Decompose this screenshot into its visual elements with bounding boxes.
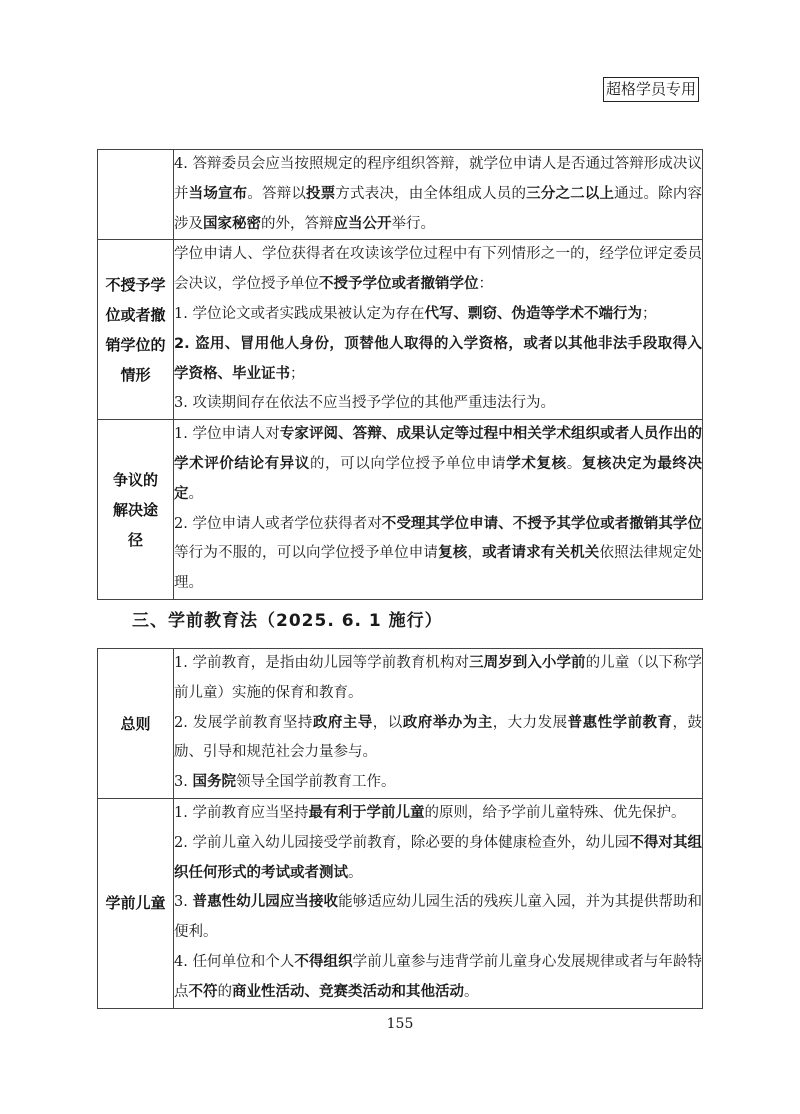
text-run: 能够适应幼儿园生活的残疾儿童入园，并为其提供帮助和便利。 xyxy=(174,894,703,941)
row-content xyxy=(174,420,703,600)
emphasis-text: 应当公开 xyxy=(333,215,392,232)
paragraph xyxy=(174,420,702,509)
paragraph xyxy=(174,829,702,889)
table-row xyxy=(98,799,703,1009)
emphasis-text: 当场宣布 xyxy=(188,185,248,202)
row-label: 学前儿童 xyxy=(98,799,174,1009)
page-number: 155 xyxy=(386,1016,414,1032)
text-run: 学位申请人、学位获得者在攻读该学位过程中有下列情形之一的，经学位评定委员会决议，学位授予单位 xyxy=(174,246,702,293)
emphasis-text: 三周岁到入小学前 xyxy=(469,655,586,671)
section-heading: 三、学前教育法（2025. 6. 1 施行） xyxy=(132,611,443,631)
emphasis-text: 三分之二以上 xyxy=(526,185,615,202)
emphasis-text: 最有利于学前儿童 xyxy=(308,805,425,821)
emphasis-text: 或者请求有关机关 xyxy=(482,545,600,562)
row-content xyxy=(174,150,703,240)
emphasis-text: 复核 xyxy=(438,545,468,562)
emphasis-text: 不符 xyxy=(188,983,218,1000)
emphasis-text: 普惠性学前教育 xyxy=(567,714,673,731)
emphasis-text: 政府主导 xyxy=(312,714,373,731)
text-run: 通过。除内容涉及 xyxy=(174,185,703,232)
text-run: 领导全国学前教育工作。 xyxy=(235,774,396,791)
text-run: 3. xyxy=(174,894,193,911)
emphasis-text: 国务院 xyxy=(192,774,236,791)
text-run: 3. xyxy=(174,774,193,791)
text-run: 方式表决，由全体组成人员的 xyxy=(335,185,527,202)
text-run: 4. 答辩委员会应当按照规定的程序组织答辩，就学位申请人是否通过答辩形成决议并 xyxy=(174,156,702,202)
emphasis-text: 不受理其学位申请、不授予其学位或者撤销其学位 xyxy=(381,515,702,532)
emphasis-text: 专家评阅、答辩、成果认定等过程中相关学术组织或者人员作出的学术评价结论有异议 xyxy=(174,426,702,472)
text-run: ，大力发展 xyxy=(492,714,568,731)
text-run: 4. 任何单位和个人 xyxy=(174,953,295,970)
emphasis-text: 投票 xyxy=(306,185,336,202)
text-run: 的儿童（以下称学前儿童）实施的保育和教育。 xyxy=(174,655,703,701)
paragraph xyxy=(174,888,702,948)
text-run: ， xyxy=(467,545,483,562)
text-run: ； xyxy=(290,365,305,382)
emphasis-text: 学术复核 xyxy=(506,455,567,472)
paragraph xyxy=(174,799,702,829)
text-run: ，鼓励、引导和规范社会力量参与。 xyxy=(174,714,703,761)
row-content xyxy=(174,799,703,1009)
text-run: 。答辩以 xyxy=(247,185,307,202)
paragraph xyxy=(174,649,702,709)
text-run: 。 xyxy=(348,864,363,881)
emphasis-text: 不授予学位或者撤销学位 xyxy=(319,276,479,293)
emphasis-text: 不得对其组织任何形式的考试或者测试 xyxy=(174,834,702,881)
degree-law-table xyxy=(97,149,703,600)
paragraph xyxy=(174,948,702,1008)
paragraph xyxy=(174,768,702,798)
paragraph xyxy=(174,240,702,300)
emphasis-text: 商业性活动、竞赛类活动和其他活动 xyxy=(232,983,464,1000)
table-row xyxy=(98,150,703,240)
text-run: 1. 学前教育应当坚持 xyxy=(174,805,309,821)
text-run: 的外，答辩 xyxy=(261,215,334,232)
row-label: 不授予学位或者撤销学位的情形 xyxy=(98,240,174,420)
text-run: 1. 学前教育，是指由幼儿园等学前教育机构对 xyxy=(174,655,470,671)
emphasis-text: 国家秘密 xyxy=(203,215,261,232)
text-run: 的原则，给予学前儿童特殊、优先保护。 xyxy=(424,805,686,821)
table-row xyxy=(98,649,703,799)
emphasis-text: 普惠性幼儿园应当接收 xyxy=(192,894,339,911)
text-run: ； xyxy=(641,305,657,322)
row-content xyxy=(174,240,703,420)
table-row xyxy=(98,420,703,600)
text-run: 的 xyxy=(217,983,232,1000)
row-label: 争议的解决途径 xyxy=(98,420,174,600)
paragraph xyxy=(174,389,702,419)
text-run: 。 xyxy=(464,983,479,1000)
row-label xyxy=(98,150,174,240)
text-run: 3. 攻读期间存在依法不应当授予学位的其他严重违法行为。 xyxy=(174,395,555,412)
text-run: 学前儿童参与违背学前儿童身心发展规律或者与年龄特点 xyxy=(174,953,702,1000)
emphasis-text: 复核决定为最终决定 xyxy=(174,455,703,502)
paragraph xyxy=(174,510,702,599)
paragraph xyxy=(174,709,702,769)
emphasis-text: 政府举办为主 xyxy=(402,714,493,731)
text-run: ，以 xyxy=(372,714,403,731)
text-run: 等行为不服的，可以向学位授予单位申请 xyxy=(174,545,439,562)
paragraph xyxy=(174,330,702,390)
text-run: 举行。 xyxy=(391,215,435,232)
text-run: 。 xyxy=(566,455,582,472)
text-run: ： xyxy=(478,276,493,293)
text-run: 1. 学位申请人对 xyxy=(174,426,280,443)
text-run: 的，可以向学位授予单位申请 xyxy=(309,455,507,472)
paragraph xyxy=(174,300,702,330)
preschool-law-table xyxy=(97,648,703,1009)
text-run: 依照法律规定处理。 xyxy=(174,545,703,592)
row-label: 总则 xyxy=(98,649,174,799)
header-tag: 超格学员专用 xyxy=(603,77,699,102)
text-run: 2. 发展学前教育坚持 xyxy=(174,714,313,731)
text-run: 2. 学位申请人或者学位获得者对 xyxy=(174,515,382,532)
text-run: 1. 学位论文或者实践成果被认定为存在 xyxy=(174,305,425,322)
paragraph xyxy=(174,150,702,239)
table-row xyxy=(98,240,703,420)
text-run: 2. 学前儿童入幼儿园接受学前教育，除必要的身体健康检查外，幼儿园 xyxy=(174,834,630,851)
emphasis-text: 代写、剽窃、伪造等学术不端行为 xyxy=(424,305,642,322)
row-content xyxy=(174,649,703,799)
emphasis-text: 2. 盗用、冒用他人身份，顶替他人取得的入学资格，或者以其他非法手段取得入学资格、毕业证书 xyxy=(174,335,702,382)
text-run: 。 xyxy=(188,485,203,502)
emphasis-text: 不得组织 xyxy=(294,953,353,970)
